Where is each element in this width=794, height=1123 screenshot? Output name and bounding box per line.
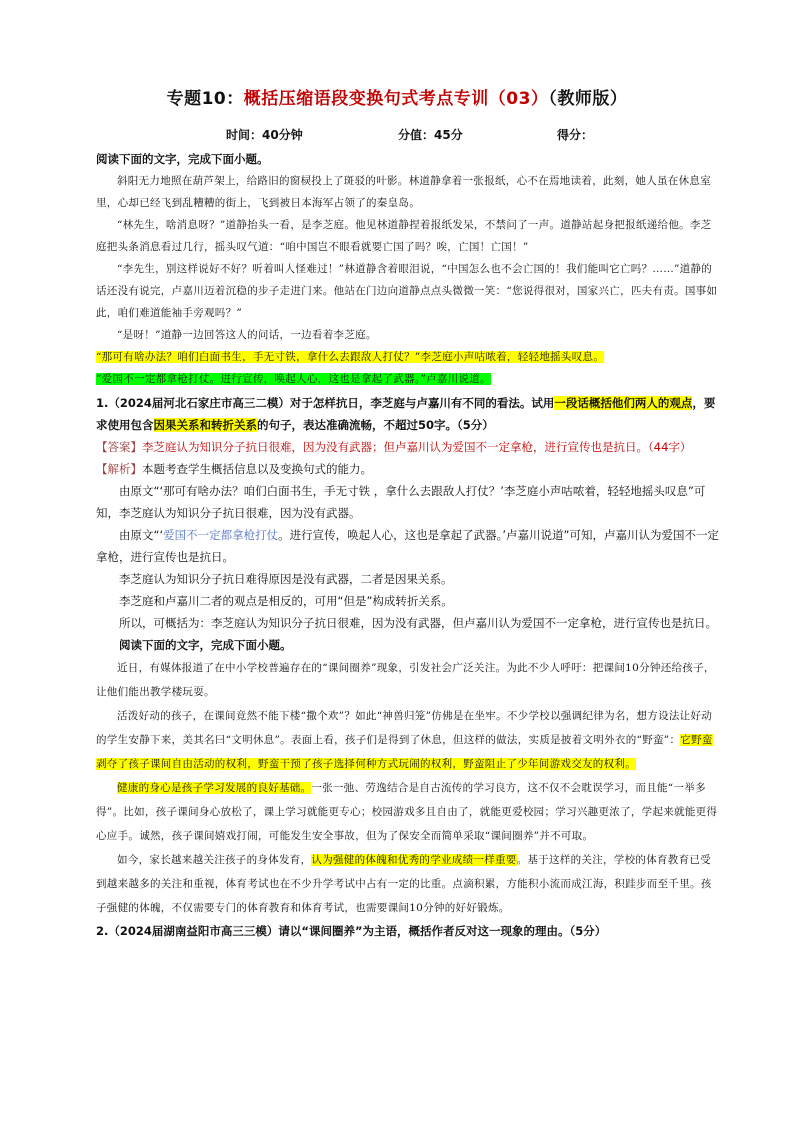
question-1 (96, 392, 720, 436)
analysis-paragraph: 由原文“‘那可有啥办法？咱们白面书生，手无寸铁 ，拿什么去跟敌人打仗？’李芝庭小声咕哝着，轻轻地摇头叹息”可知，李芝庭认为知识分子抗日很难，因为没有武器。 (96, 484, 706, 520)
question-2 (96, 920, 720, 942)
section-1-instruction: 阅读下面的文字，完成下面小题。 (96, 152, 269, 166)
essay-paragraph (96, 776, 720, 848)
answer-text: 李芝庭认为知识分子抗日很难，因为没有武器；但卢嘉川认为爱国不一定拿枪，进行宣传也是抗日。 (142, 440, 648, 454)
story-paragraph: “林先生，啥消息呀？”道静抬头一看，是李芝庭。他见林道静捏着报纸发呆，不禁问了一声。道静站起身把报纸递给他。李芝庭把头条消息看过几行，摇头叹气道：“咱中国岂不眼看就要亡国了吗？唉，亡国！亡国！” (96, 219, 712, 253)
essay-text: 如今，家长越来越关注孩子的身体发育， (117, 854, 312, 866)
story-paragraph: 斜阳无力地照在葫芦架上，给路旧的窗棂投上了斑驳的叶影。林道静拿着一张报纸，心不在焉地读着，此刻，她人虽在休息室里，心却已经飞到乱糟糟的街上，飞到被日本海军占领了的秦皇岛。 (96, 175, 711, 209)
section-1 (96, 148, 720, 942)
answer (96, 436, 720, 458)
essay-highlight: 认为强健的体魄和优秀的学业成绩一样重要 (311, 854, 517, 866)
question-highlight: 因果关系和转折关系 (153, 418, 257, 432)
yellow-highlight: “那可有啥办法？咱们白面书生，手无寸铁，拿什么去跟敌人打仗？”李芝庭小声咕哝着，轻轻地摇头叹息。 (96, 351, 605, 363)
analysis-paragraph: 李芝庭和卢嘉川二者的观点是相反的，可用“但是”构成转折关系。 (119, 594, 453, 608)
answer-count: （44字） (648, 440, 692, 454)
analysis-label: 【解析】 (96, 462, 142, 476)
section-2-instruction: 阅读下面的文字，完成下面小题。 (119, 638, 292, 652)
essay-text: 活泼好动的孩子，在课间竟然不能下楼“撒个欢”？如此“神兽归笼”仿佛是在坐牢。不少学校以强调纪律为名，想方设法让好动的学生安静下来，美其名曰“文明休息”。表面上看，孩子们是得到了休息，但这样的做法，实质是披着文明外衣的“野蛮”： (96, 710, 713, 746)
analysis (96, 458, 720, 480)
question-source: （2024届湖南益阳市高三三模） (108, 924, 279, 938)
green-highlight: “爱国不一定都拿枪打仗。进行宣传，唤起人心，这也是拿起了武器。”卢嘉川说道。 (96, 373, 491, 385)
analysis-intro: 本题考查学生概括信息以及变换句式的能力。 (142, 462, 372, 476)
question-number: 1. (96, 396, 109, 410)
question-text: ，要求使用包含 (96, 396, 716, 432)
essay-highlight: 它野蛮剥夺了孩子课间自由活动的权利，野蛮干预了孩子选择何种方式玩闹的权利，野蛮阻止了少年间游戏交友的权利。 (96, 734, 713, 770)
story-paragraph-highlight (96, 368, 720, 390)
title-prefix: 专题10： (166, 89, 244, 109)
time-label: 时间：40分钟 (226, 128, 303, 142)
question-highlight: 一段话概括他们两人的观点 (554, 396, 693, 410)
title-main: 概括压缩语段变换句式考点专训（03） (243, 89, 549, 109)
question-source: （2024届河北石家庄市高三二模） (108, 396, 290, 410)
essay-paragraph (96, 848, 720, 920)
question-text: 的句子，表达准确流畅，不超过50字。（5分） (257, 418, 494, 432)
analysis-paragraph: 所以，可概括为：李芝庭认为知识分子抗日很难，因为没有武器，但卢嘉川认为爱国不一定拿枪，进行宣传也是抗日。 (119, 616, 717, 630)
essay-text: 一张一弛、劳逸结合是自古流传的学习良方，这不仅不会耽误学习，而且能“一举多得”。比如，孩子课间身心放松了，课上学习就能更专心；校园游戏多且自由了，就能更爱校园；学习兴趣更浓了，学起来就能更得心应手。诚然，孩子课间嬉戏打闹，可能发生安全事故，但为了保安全而简单采取“课间圈养”并不可取。 (96, 782, 718, 842)
story-paragraph: “是呀！”道静一边回答这人的问话，一边看着李芝庭。 (117, 329, 377, 341)
score-label: 分值：45分 (398, 128, 463, 142)
analysis-paragraph: 李芝庭认为知识分子抗日难得原因是没有武器，二者是因果关系。 (119, 572, 453, 586)
analysis-text: 由原文“‘ (119, 528, 164, 542)
story-paragraph: “李先生，别这样说好不好？听着叫人怪难过！”林道静含着眼泪说，“中国怎么也不会亡国的！我们能叫它亡吗？……”道静的话还没有说完，卢嘉川迈着沉稳的步子走进门来。他站在门边向道静点点头微微一笑：“您说得很对，国家兴亡，匹夫有责。国事如此，咱们难道能袖手旁观吗？” (96, 263, 718, 319)
essay-highlight: 健康的身心是孩子学习发展的良好基础。 (117, 782, 312, 794)
title-suffix: （教师版） (548, 89, 628, 109)
page-title (0, 84, 794, 109)
essay-text: 。基于这样的关注，学校的体育教育已受到越来越多的关注和重视，体育考试也在不少升学考试中占有一定的比重。点滴积累，方能积小流而成江海，积跬步而至千里。孩子强健的体魄，不仅需要专门的体育教育和体育考试，也需要课间10分钟的好好锻炼。 (96, 854, 712, 914)
essay-paragraph (96, 704, 720, 776)
essay-paragraph: 近日，有媒体报道了在中小学校普遍存在的“课间圈养”现象，引发社会广泛关注。为此不少人呼吁：把课间10分钟还给孩子，让他们能出教学楼玩耍。 (96, 662, 715, 698)
question-text: 对于怎样抗日，李芝庭与卢嘉川有不同的看法。试用 (289, 396, 555, 410)
answer-label: 【答案】 (96, 440, 142, 454)
story-paragraph-highlight (96, 346, 720, 368)
analysis-paragraph (96, 524, 720, 568)
got-label: 得分： (557, 128, 594, 142)
analysis-quote: 爱国不一定都拿枪打仗 (163, 528, 279, 542)
question-text: 请以“课间圈养”为主语，概括作者反对这一现象的理由。（5分） (278, 924, 607, 938)
analysis-text: 。进行宣传，唤起人心，这也是拿起了武器。’卢嘉川说道”可知，卢嘉川认为爱国不一定拿枪，进行宣传也是抗日。 (96, 528, 719, 564)
question-number: 2. (96, 924, 109, 938)
